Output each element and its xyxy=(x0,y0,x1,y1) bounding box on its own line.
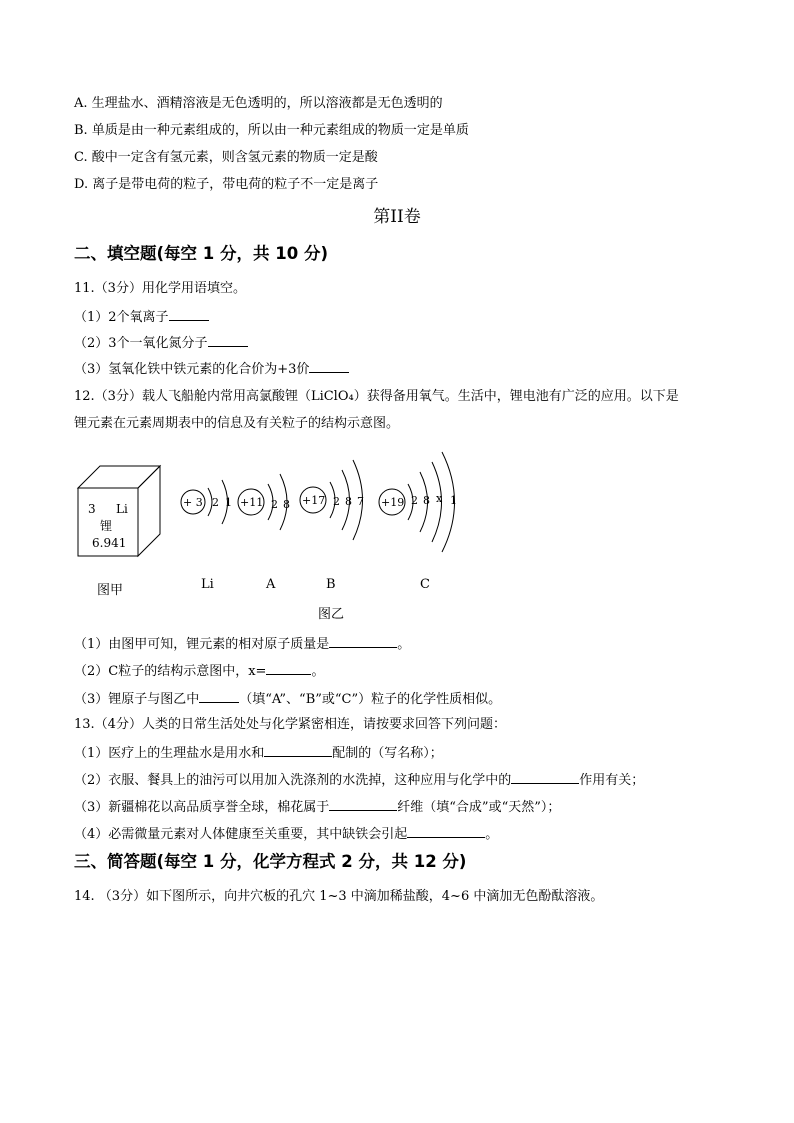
q12-stem-line2: 锂元素在元素周期表中的信息及有关粒子的结构示意图。 xyxy=(74,416,400,431)
option-a: A. 生理盐水、酒精溶液是无色透明的，所以溶液都是无色透明的 xyxy=(74,96,443,111)
element-mass: 6.941 xyxy=(92,536,127,550)
q13-sub3 xyxy=(74,797,560,817)
electron-count: 7 xyxy=(357,495,364,508)
answer-blank[interactable] xyxy=(264,743,332,757)
q13-sub2-end: 作用有关； xyxy=(579,773,645,788)
nucleus-charge: +17 xyxy=(302,494,326,507)
q11-stem: 11.（3分）用化学用语填空。 xyxy=(74,281,246,296)
q13-sub1-text: （1）医疗上的生理盐水是用水和 xyxy=(74,746,265,761)
option-d: D. 离子是带电荷的粒子，带电荷的粒子不一定是离子 xyxy=(74,177,379,192)
q13-sub3-end: 纤维（填“合成”或“天然”）； xyxy=(397,800,561,815)
electron-count: 2 xyxy=(411,494,418,507)
answer-blank[interactable] xyxy=(329,797,397,811)
q13-sub2-text: （2）衣服、餐具上的油污可以用加入洗涤剂的水洗掉，这种应用与化学中的 xyxy=(74,773,512,788)
figure-label-yi: 图乙 xyxy=(318,607,345,622)
answer-blank[interactable] xyxy=(511,770,579,784)
q12-sub3 xyxy=(74,689,501,709)
q13-sub4-text: （4）必需微量元素对人体健康至关重要，其中缺铁会引起 xyxy=(74,827,408,842)
electron-count: 2 xyxy=(212,496,219,509)
q12-sub2 xyxy=(74,661,324,681)
q13-stem: 13.（4分）人类的日常生活处处与化学紧密相连，请按要求回答下列问题： xyxy=(74,717,506,732)
answer-blank[interactable] xyxy=(407,824,485,838)
electron-count: x xyxy=(436,492,443,505)
option-b: B. 单质是由一种元素组成的，所以由一种元素组成的物质一定是单质 xyxy=(74,123,469,138)
nucleus-charge: +11 xyxy=(240,496,264,509)
q11-sub3-text: （3）氢氧化铁中铁元素的化合价为+3价 xyxy=(74,362,310,377)
answer-blank[interactable] xyxy=(208,333,248,347)
section3-title: 三、简答题(每空 1 分，化学方程式 2 分，共 12 分) xyxy=(74,852,467,871)
q12-sub2-text: （2）C粒子的结构示意图中，x= xyxy=(74,664,267,679)
answer-blank[interactable] xyxy=(199,689,239,703)
electron-count: 8 xyxy=(423,494,430,507)
q11-sub1 xyxy=(74,307,209,327)
q12-sub1-end: 。 xyxy=(397,637,411,652)
figure-label-jia: 图甲 xyxy=(97,583,124,598)
electron-count: 8 xyxy=(345,495,352,508)
q11-sub1-text: （1）2个氧离子 xyxy=(74,310,169,325)
answer-blank[interactable] xyxy=(266,661,311,675)
electron-count: 1 xyxy=(225,496,232,509)
answer-blank[interactable] xyxy=(329,634,397,648)
electron-count: 1 xyxy=(450,494,457,507)
q13-sub4 xyxy=(74,824,498,844)
q11-sub2 xyxy=(74,333,248,353)
q13-sub4-end: 。 xyxy=(485,827,499,842)
element-symbol: Li xyxy=(116,502,128,516)
q12-sub1-text: （1）由图甲可知，锂元素的相对原子质量是 xyxy=(74,637,330,652)
electron-count: 8 xyxy=(283,498,290,511)
particle-label-a: A xyxy=(266,577,276,592)
part-title: 第II卷 xyxy=(373,207,421,227)
q12-sub3-end: （填“A”、“B”或“C”）粒子的化学性质相似。 xyxy=(239,692,502,707)
q13-sub1-end: 配制的（写名称）； xyxy=(332,746,443,761)
q13-sub1 xyxy=(74,743,443,763)
electron-count: 2 xyxy=(271,498,278,511)
element-number: 3 xyxy=(88,502,96,516)
answer-blank[interactable] xyxy=(169,307,209,321)
nucleus-charge: +19 xyxy=(381,496,405,509)
q12-stem-line1: 12.（3分）载人飞船舱内常用高氯酸锂（LiClO₄）获得备用氧气。生活中，锂电池有广泛的应用。以下是 xyxy=(74,389,679,404)
section2-title: 二、填空题(每空 1 分，共 10 分) xyxy=(74,244,329,263)
answer-blank[interactable] xyxy=(309,359,349,373)
particle-label-b: B xyxy=(326,577,336,592)
q12-sub1 xyxy=(74,634,410,654)
q12-sub3-text: （3）锂原子与图乙中 xyxy=(74,692,200,707)
element-name: 锂 xyxy=(100,519,113,533)
q14-stem: 14. （3分）如下图所示，向井穴板的孔穴 1~3 中滴加稀盐酸，4~6 中滴加无色酚酞溶液。 xyxy=(74,889,604,904)
q12-sub2-end: 。 xyxy=(311,664,325,679)
nucleus-charge: + 3 xyxy=(183,496,203,509)
particle-label-c: C xyxy=(420,577,430,592)
option-c: C. 酸中一定含有氢元素，则含氢元素的物质一定是酸 xyxy=(74,150,378,165)
electron-count: 2 xyxy=(333,495,340,508)
q13-sub2 xyxy=(74,770,644,790)
structure-figure xyxy=(70,446,490,626)
q11-sub2-text: （2）3个一氧化氮分子 xyxy=(74,336,208,351)
particle-label-li: Li xyxy=(201,577,214,592)
q13-sub3-text: （3）新疆棉花以高品质享誉全球，棉花属于 xyxy=(74,800,330,815)
q11-sub3 xyxy=(74,359,349,379)
